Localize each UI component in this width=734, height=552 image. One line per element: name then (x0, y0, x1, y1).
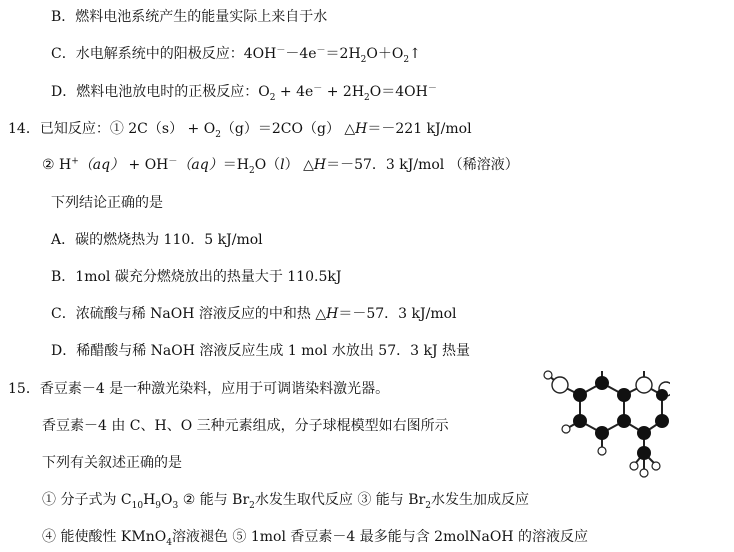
q14-option-d: D．稀醋酸与稀 NaOH 溶液反应生成 1 mol 水放出 57．3 kJ 热量 (51, 343, 471, 359)
oxygen-atoms (552, 377, 670, 396)
q15-options-row-2: ④ 能使酸性 KMnO$_4$溶液褪色 ⑤ 1mol 香豆素－4 最多能与含 2molNaOH 的溶液反应 (42, 529, 589, 548)
q13-option-c: C．水电解系统中的阳极反应：$4OH^--4e^-=2H_2O+O_2↑$ (51, 45, 421, 65)
q13-option-d: D．燃料电池放电时的正极反应：$O_2 + 4e^- + 2H_2O=4OH^-$ (51, 83, 437, 103)
q14-stem: 下列结论正确的是 (51, 195, 163, 211)
q15-line-2: 香豆素－4 由 C、H、O 三种元素组成，分子球棍模型如右图所示 (42, 418, 449, 434)
q15-options-row-1: ① 分子式为 $C_{10}H_9O_3$ ② 能与 $Br_2$水发生取代反应 ③ 能与 $Br_2$水发生加成反应 (42, 492, 529, 511)
q14-option-b: B．1mol 碳充分燃烧放出的热量大于 110.5kJ (51, 269, 342, 285)
carbon-atoms (573, 376, 669, 460)
q15-line-1: 15．香豆素－4 是一种激光染料，应用于可调谐染料激光器。 (8, 381, 390, 397)
q13-option-b: B．燃料电池系统产生的能量实际上来自于水 (51, 9, 328, 25)
q15-stem: 下列有关叙述正确的是 (42, 455, 182, 471)
q14-option-c: C．浓硫酸与稀 NaOH 溶液反应的中和热 △H＝－57．3 kJ/mol (51, 306, 457, 322)
ball-and-stick-model-icon (520, 365, 670, 480)
q14-option-a: A．碳的燃烧热为 110．5 kJ/mol (51, 232, 263, 248)
q14-reaction-2: ② $H^+(aq) + OH^-(aq)=H_2O(l)$ △H＝－57．3 kJ/mol （稀溶液） (42, 156, 519, 176)
q14-reaction-1: 14．已知反应：① $2C(s) + O_2(g)=2CO(g)$ △H＝－221 kJ/mol (8, 121, 472, 140)
